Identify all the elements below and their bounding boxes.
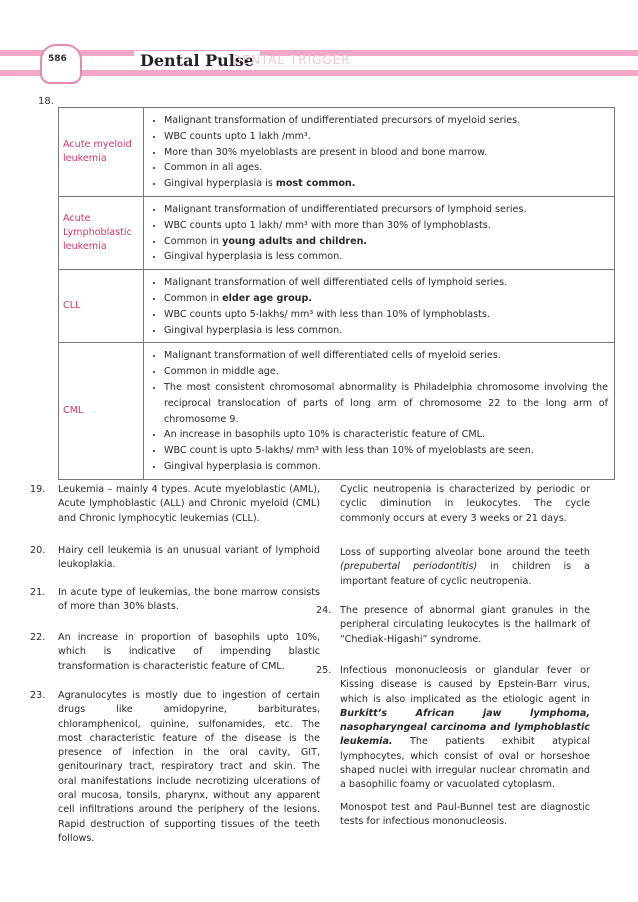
row-points-cll: [144, 270, 615, 343]
list-item: • Gingival hyperplasia is less common.: [164, 249, 608, 265]
alveolar-bone-paragraph: [340, 546, 590, 589]
question-19-text: Leukemia – mainly 4 types. Acute myeloblastic (AML), Acute lymphoblastic (ALL) and Chronic myeloid (CML) and Chronic lymphocytic leukemias (CLL).: [58, 484, 320, 524]
brand-ghost-text: DENTAL TRIGGER: [232, 53, 351, 67]
list-item: • WBC counts upto 1 lakh /mm³.: [164, 129, 608, 145]
brand-title: Dental Pulse: [134, 51, 260, 70]
question-21-number: 21.: [30, 587, 46, 598]
alveolar-bone-text: Loss of supporting alveolar bone around the teeth (prepubertal periodontitis) in children is a important feature of cyclic neutropenia.: [340, 547, 590, 587]
list-item: • WBC count is upto 5-lakhs/ mm³ with less than 10% of myeloblasts are seen.: [164, 443, 608, 459]
leukemia-table: [58, 107, 615, 480]
question-20-text: Hairy cell leukemia is an unusual variant of lymphoid leukoplakia.: [58, 545, 320, 571]
page-number: 586: [48, 54, 67, 64]
list-item: • Malignant transformation of undifferentiated precursors of myeloid series.: [164, 113, 608, 129]
list-item: • WBC counts upto 5-lakhs/ mm³ with less than 10% of lymphoblasts.: [164, 307, 608, 323]
row-points-all: [144, 196, 615, 269]
list-item: • Malignant transformation of well differentiated cells of lymphoid series.: [164, 275, 608, 291]
row-points-cml: [144, 343, 615, 479]
question-24: [316, 604, 590, 647]
question-20: [30, 544, 320, 573]
monospot-text: Monospot test and Paul-Bunnel test are diagnostic tests for infectious mononucleosis.: [340, 802, 590, 828]
list-item: • Gingival hyperplasia is less common.: [164, 323, 608, 339]
row-label-cml: CML: [59, 343, 144, 479]
row-label-cll: CLL: [59, 270, 144, 343]
list-item: • WBC counts upto 1 lakh/ mm³ with more than 30% of lymphoblasts.: [164, 218, 608, 234]
question-24-number: 24.: [316, 605, 332, 616]
list-item: • Malignant transformation of undifferentiated precursors of lymphoid series.: [164, 202, 608, 218]
list-item: • The most consistent chromosomal abnormality is Philadelphia chromosome involving the reciprocal translocation of parts of long arm of chromosome 22 to the long arm of chromosome 9.: [164, 380, 608, 427]
table-row: [59, 108, 615, 197]
list-item: • An increase in basophils upto 10% is characteristic feature of CML.: [164, 427, 608, 443]
cyclic-neutropenia-paragraph: [340, 483, 590, 526]
row-label-aml: Acute myeloid leukemia: [59, 108, 144, 197]
question-25-text: Infectious mononucleosis or glandular fever or Kissing disease is caused by Epstein-Barr virus, which is also implicated as the etiologic agent in Burkitt’s African jaw lymphoma, nasopharyngeal carcinoma and lymphoblastic leukemia. The patients exhibit atypical lymphocytes, which consist of oval or horseshoe shaped nuclei with irregular nuclear chromatin and a basophilic foamy or vacuolated cytoplasm.: [340, 665, 590, 791]
list-item: • Common in elder age group.: [164, 291, 608, 307]
list-item: • Gingival hyperplasia is most common.: [164, 176, 608, 192]
list-item: • Common in middle age.: [164, 364, 608, 380]
question-23-number: 23.: [30, 690, 46, 701]
question-21-text: In acute type of leukemias, the bone marrow consists of more than 30% blasts.: [58, 587, 320, 613]
question-21: [30, 586, 320, 615]
question-19: [30, 483, 320, 526]
question-20-number: 20.: [30, 545, 46, 556]
row-points-aml: [144, 108, 615, 197]
monospot-paragraph: [340, 801, 590, 830]
list-item: • Gingival hyperplasia is common.: [164, 459, 608, 475]
question-24-text: The presence of abnormal giant granules in the peripheral circulating leukocytes is the hallmark of “Chediak-Higashi” syndrome.: [340, 605, 590, 645]
page-header: [0, 40, 638, 86]
question-22-number: 22.: [30, 632, 46, 643]
row-label-all: Acute Lymphoblastic leukemia: [59, 196, 144, 269]
tooth-icon: [40, 44, 82, 84]
question-18-number: 18.: [38, 96, 54, 107]
question-25: [316, 664, 590, 793]
table-row: [59, 196, 615, 269]
list-item: • Common in young adults and children.: [164, 234, 608, 250]
table-row: [59, 270, 615, 343]
list-item: • Malignant transformation of well differentiated cells of myeloid series.: [164, 348, 608, 364]
question-23: [30, 689, 320, 846]
table-row: [59, 343, 615, 479]
question-23-text: Agranulocytes is mostly due to ingestion of certain drugs like amidopyrine, barbiturates, chloramphenicol, quinine, sulfonamides, etc. The most characteristic feature of the disease is the presence of infection in the oral cavity, GIT, genitourinary tract, respiratory tract and skin. The oral manifestations include necrotizing ulcerations of oral mucosa, tonsils, pharynx, without any apparent cell infiltrations around the periphery of the lesions. Rapid destruction of supporting tissues of the teeth follows.: [58, 690, 320, 844]
question-25-number: 25.: [316, 665, 332, 676]
list-item: • Common in all ages.: [164, 160, 608, 176]
question-22-text: An increase in proportion of basophils upto 10%, which is indicative of impending blastic transformation is characteristic feature of CML.: [58, 632, 320, 672]
header-stripe-bottom: [0, 70, 638, 76]
list-item: • More than 30% myeloblasts are present in blood and bone marrow.: [164, 145, 608, 161]
cyclic-neutropenia-text: Cyclic neutropenia is characterized by periodic or cyclic diminution in leukocytes. The cycle commonly occurs at every 3 weeks or 21 days.: [340, 484, 590, 524]
question-19-number: 19.: [30, 484, 46, 495]
question-22: [30, 631, 320, 674]
